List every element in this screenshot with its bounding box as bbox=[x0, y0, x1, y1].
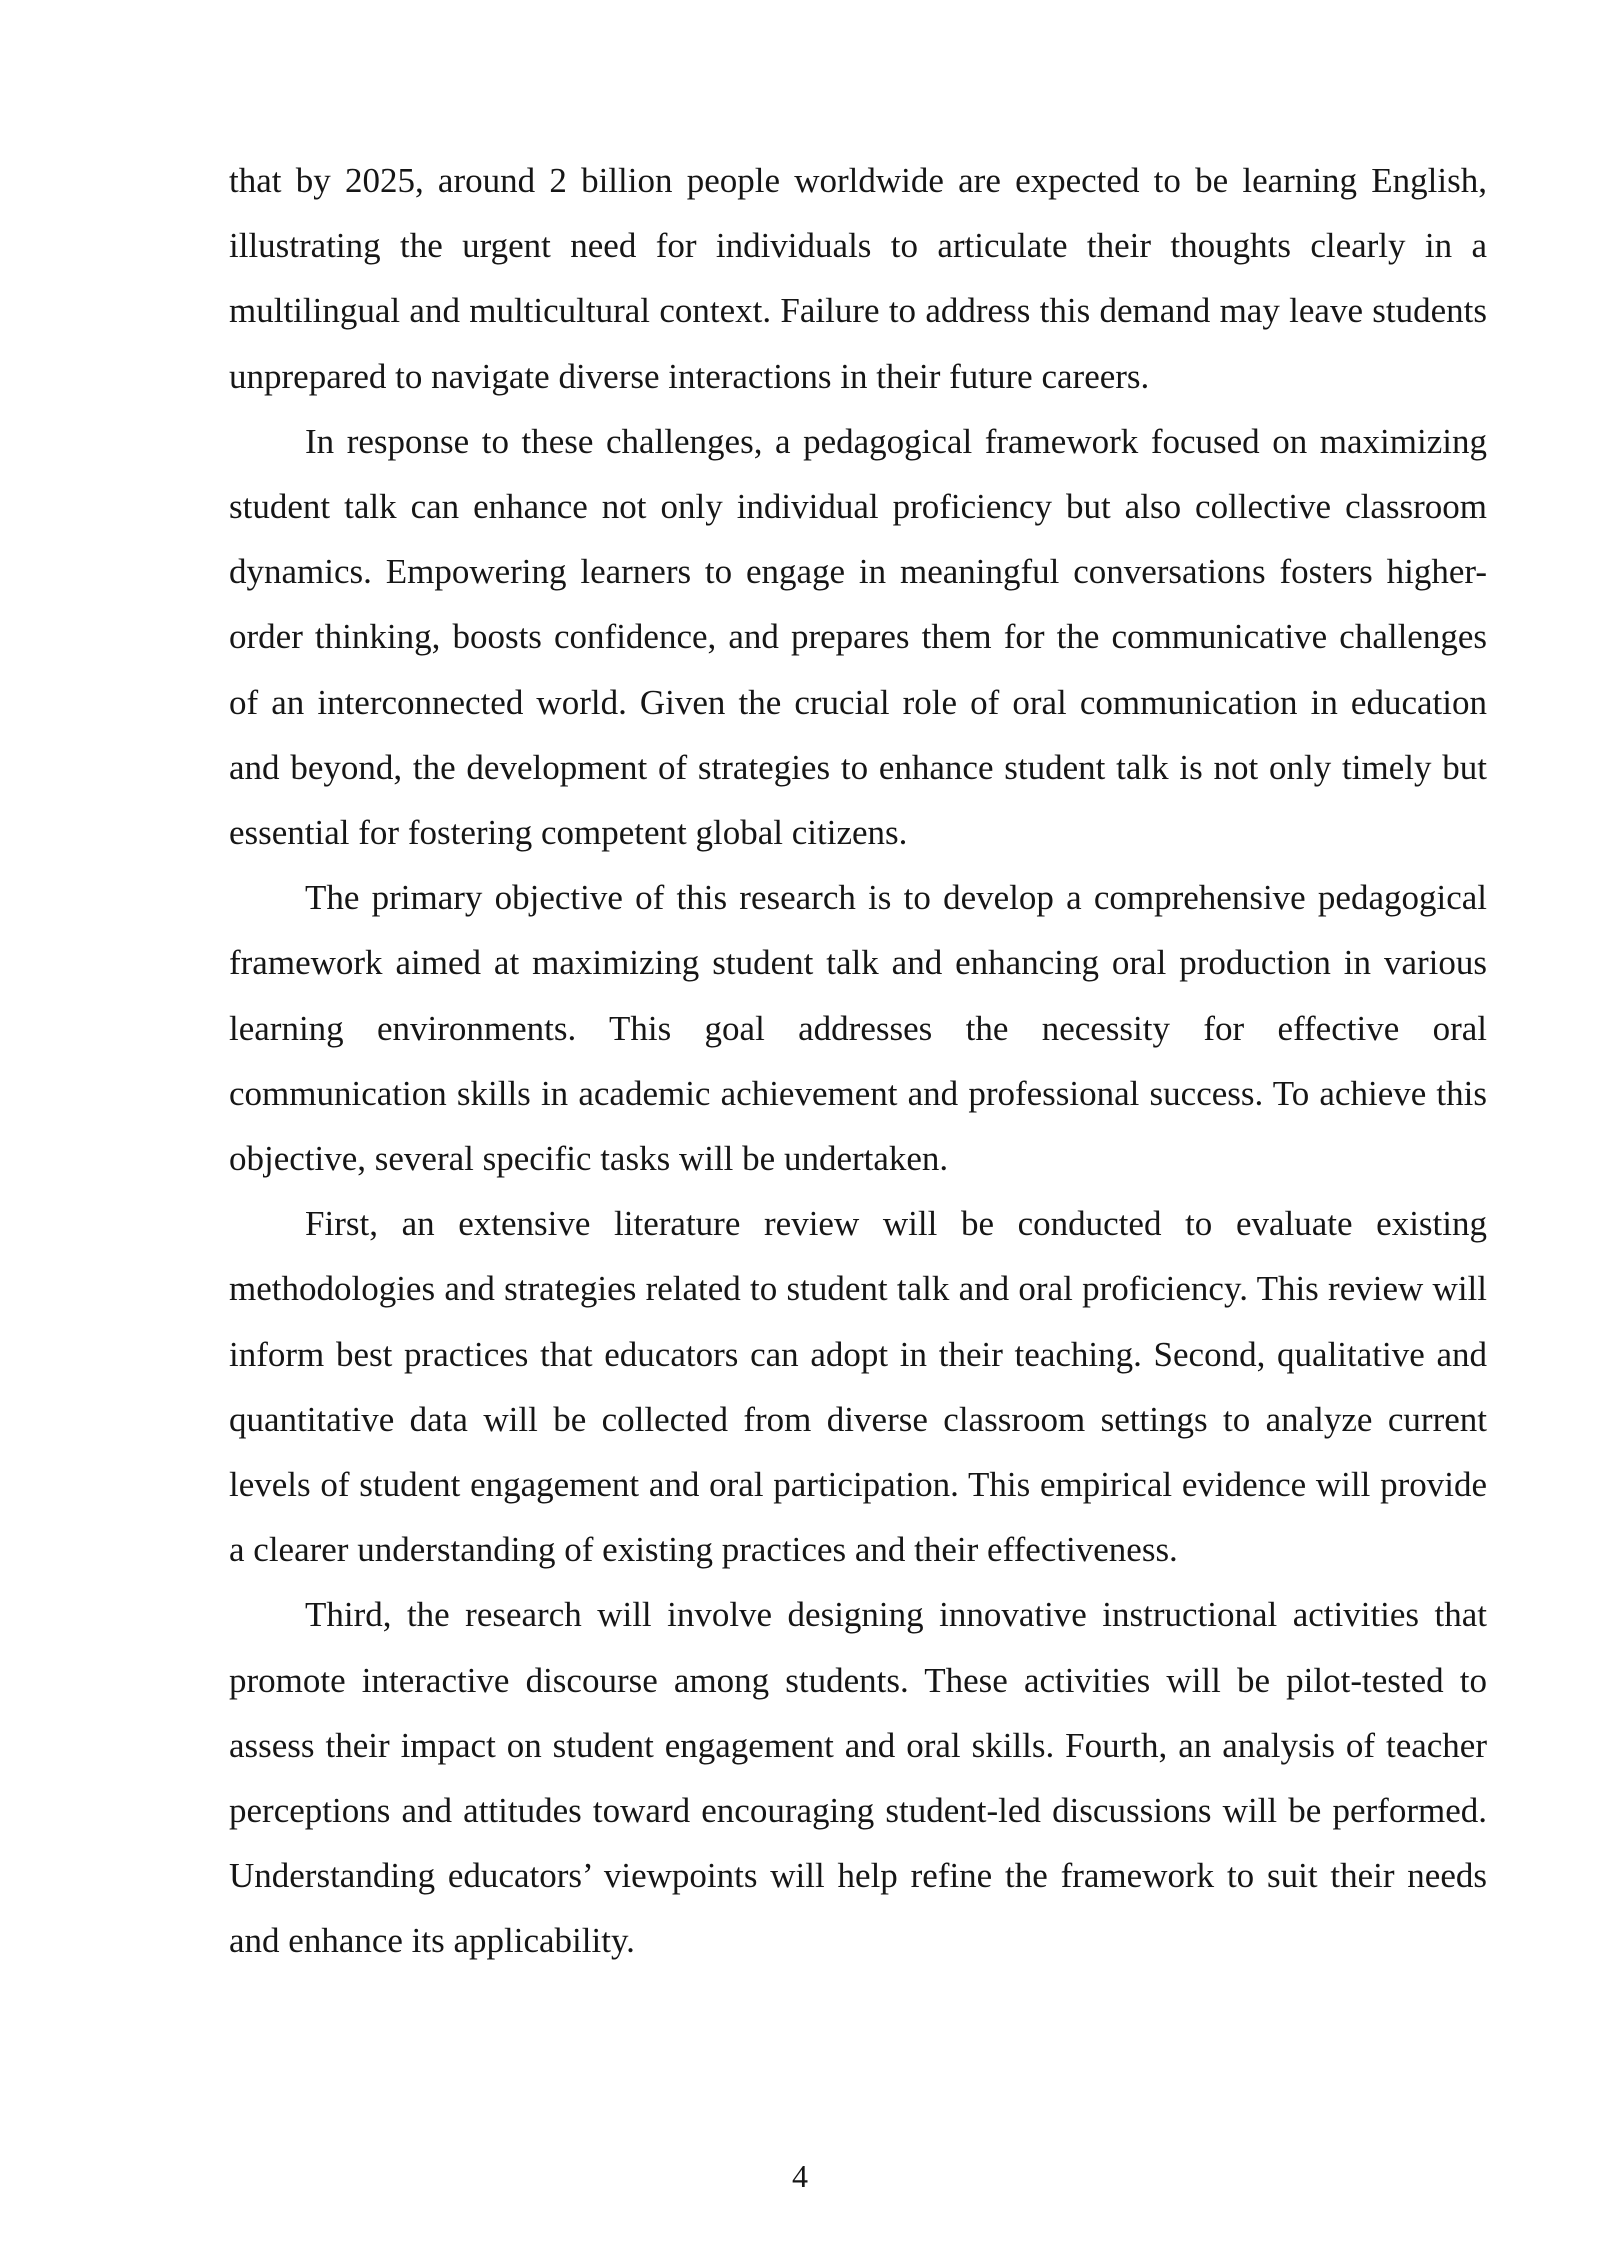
paragraph: In response to these challenges, a pedagogical framework focused on maximizing student talk can enhance not only individual proficiency but also collective classroom dynamics. Empowering learners to engage in meaningful conversations fosters higher-order thinking, boosts confidence, and prepares them for the communicative challenges of an interconnected world. Given the crucial role of oral communication in education and beyond, the development of strategies to enhance student talk is not only timely but essential for fostering competent global citizens. bbox=[229, 421, 1487, 853]
paragraph: The primary objective of this research is to develop a comprehensive pedagogical framework aimed at maximizing student talk and enhancing oral production in various learning environments. This goal addresses the necessity for effective oral communication skills in academic achievement and professional success. To achieve this objective, several specific tasks will be undertaken. bbox=[229, 878, 1487, 1179]
paragraph: Third, the research will involve designing innovative instructional activities that promote interactive discourse among students. These activities will be pilot-tested to assess their impact on student engagement and oral skills. Fourth, an analysis of teacher perceptions and attitudes toward encouraging student-led discussions will be performed. Understanding educators’ viewpoints will help refine the framework to suit their needs and enhance its applicability. bbox=[229, 1595, 1487, 1961]
paragraph: First, an extensive literature review will be conducted to evaluate existing methodologies and strategies related to student talk and oral proficiency. This review will inform best practices that educators can adopt in their teaching. Second, qualitative and quantitative data will be collected from diverse classroom settings to analyze current levels of student engagement and oral participation. This empirical evidence will provide a clearer understanding of existing practices and their effectiveness. bbox=[229, 1204, 1487, 1570]
page-number: 4 bbox=[792, 2158, 808, 2194]
paragraph-continued: that by 2025, around 2 billion people worldwide are expected to be learning English, illustrating the urgent need for individuals to articulate their thoughts clearly in a multilingual and multicultural context. Failure to address this demand may leave students unprepared to navigate diverse interactions in their future careers. bbox=[229, 161, 1487, 396]
body-text bbox=[229, 148, 1487, 1974]
